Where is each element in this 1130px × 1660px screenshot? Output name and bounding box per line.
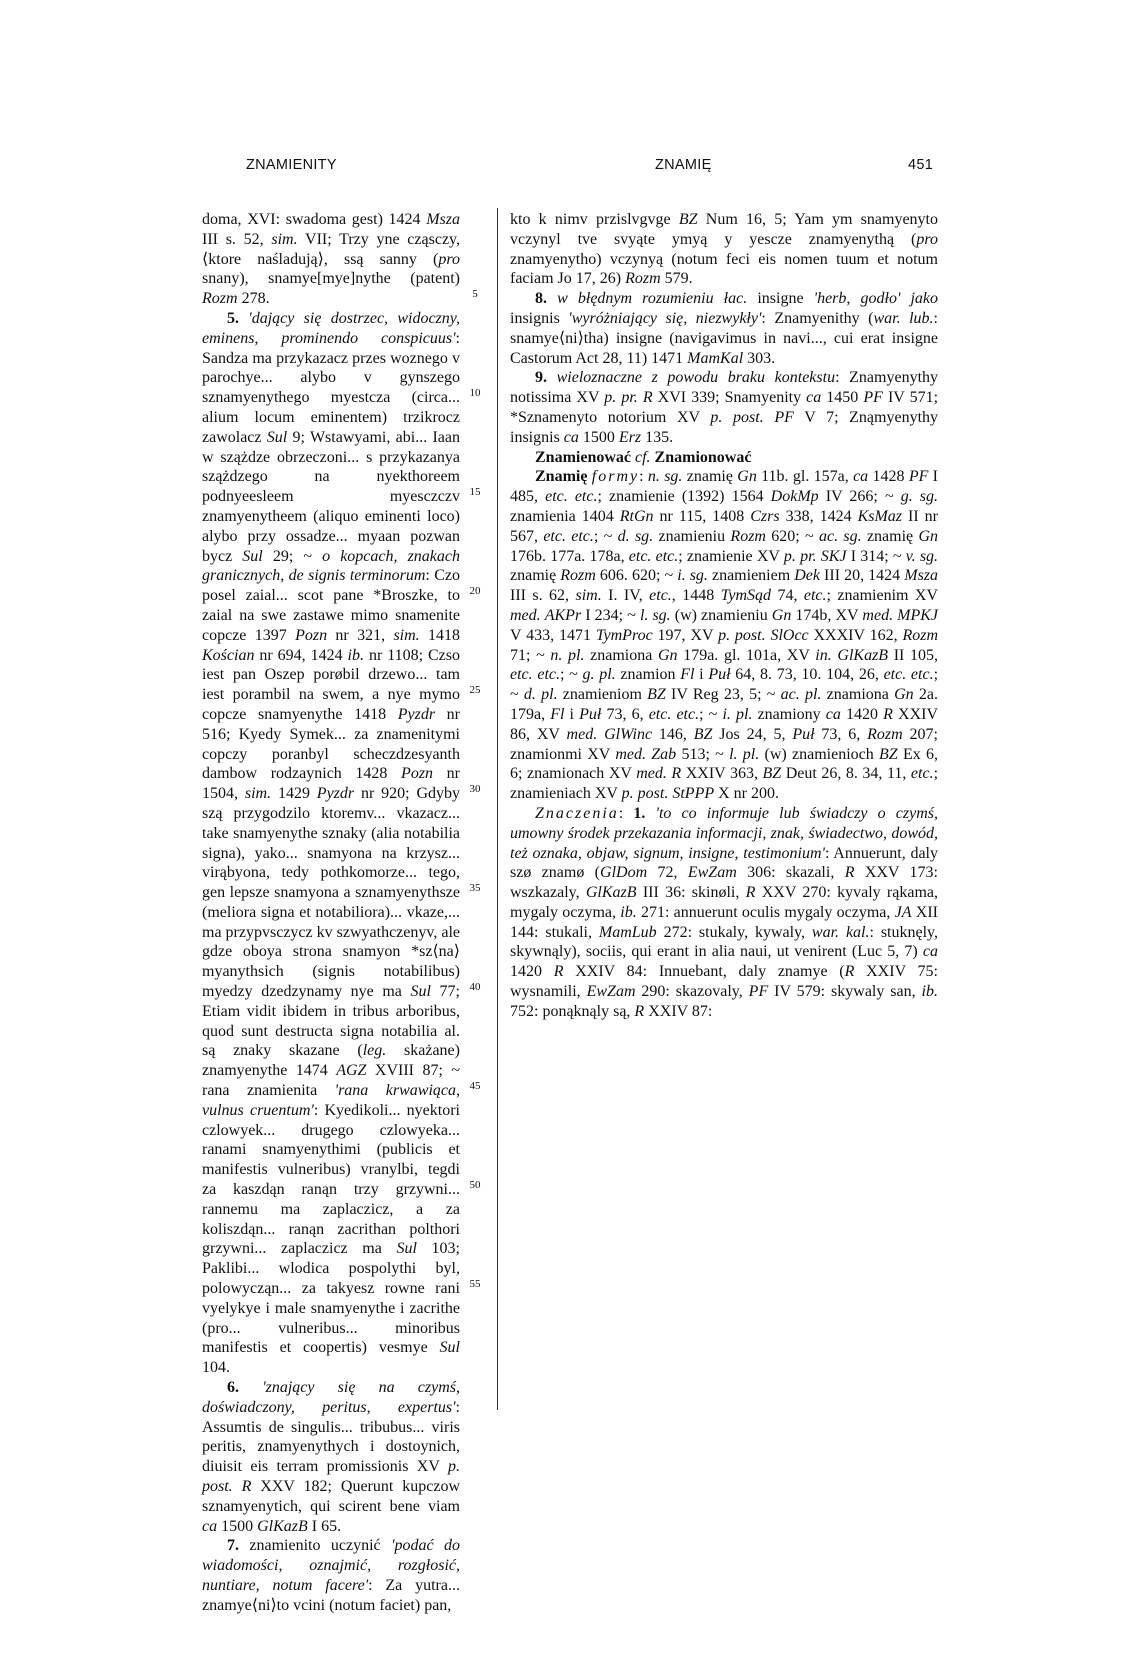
entry-znamie-forms: Znamię formy: n. sg. znamię Gn 11b. gl. 157a, ca 1428 PF I 485, etc. etc.; znamienie (1392) 1564 DokMp IV 266; ~ g. sg. znamienia 1404 RtGn nr 115, 1408 Czrs 338, 1424 KsMaz II nr 567, etc. etc.; ~ d. sg. znamieniu Rozm 620; ~ ac. sg. znamię Gn 176b. 177a. 178a, etc. etc.; znamienie XV p. pr. SKJ I 314; ~ v. sg. znamię Rozm 606. 620; ~ i. sg. znamieniem Dek III 20, 1424 Msza III s. 62, sim. I. IV, etc., 1448 TymSąd 74, etc.; znamienim XV med. AKPr I 234; ~ l. sg. (w) znamieniu Gn 174b, XV med. MPKJ V 433, 1471 TymProc 197, XV p. post. SlOcc XXXIV 162, Rozm 71; ~ n. pl. znamiona Gn 179a. gl. 101a, XV in. GlKazB II 105, etc. etc.; ~ g. pl. znamion Fl i Puł 64, 8. 73, 10. 104, 26, etc. etc.; ~ d. pl. znamieniom BZ IV Reg 23, 5; ~ ac. pl. znamiona Gn 2a. 179a, Fl i Puł 73, 6, etc. etc.; ~ i. pl. znamiony ca 1420 R XXIV 86, XV med. GlWinc 146, BZ Jos 24, 5, Puł 73, 6, Rozm 207; znamionmi XV med. Zab 513; ~ l. pl. (w) znamienioch BZ Ex 6, 6; znamionach XV med. R XXIV 363, BZ Deut 26, 8. 34, 11, etc.; znamieniach XV p. post. StPPP X nr 200. [510,468,939,803]
page-number: 451 [908,157,934,173]
line-number: 30 [469,783,481,795]
line-number: 20 [469,585,481,597]
right-para-sense-8: 8. w błędnym rozumieniu łac. insigne 'herb, godło' jako insignis 'wyróżniający się, niezwykły': Znamyenithy (war. lub.: snamye⟨ni⟩tha) insigne (navigavimus in navi..., cui erat insigne Castorum Act 28, 11) 1471 MamKal 303. [510,290,939,367]
line-number: 10 [469,387,481,399]
header-left-headword: ZNAMIENITY [246,157,337,173]
line-number: 40 [469,981,481,993]
line-number: 15 [469,486,481,498]
line-number: 35 [469,882,481,894]
header-right-headword: ZNAMIĘ [655,157,712,173]
left-para-sense-5: 5. 'dający się dostrzec, widoczny, eminens, prominendo conspicuus': Sandza ma przykazacz przes woznego v parochye... alybo v gynszego sznamyenythego myestcza (circa... alium locum eminentem) trzikrocz zawolacz Sul 9; Wstawyami, abi... Iaan w szążdze obrzeczoni... s przykazanya szążdzego na nyekthoreem podnyeesleem myesczczv znamyenytheem (aliquo eminenti loco) alybo przy ossadze... myaan pozwan bycz Sul 29; ~ o kopcach, znakach granicznych, de signis terminorum: Czo posel zaial... scot pane *Broszke, to zaial na swe zastawe mimo snamenite copcze 1397 Pozn nr 321, sim. 1418 Kościan nr 694, 1424 ib. nr 1108; Czso iest pan Oszep porøbil drzewo... tam iest porambil na swem, a nye mymo copcze snamyenythe 1418 Pyzdr nr 516; Kyedy Symek... za znamenitymi copczy poranbyl scheczdzesyanth dambow rodzaynich 1428 Pozn nr 1504, sim. 1429 Pyzdr nr 920; Gdyby szą przygodzilo ktoremv... vkazacz... take snamyenythe sznaky (alia notabilia signa), yako... snamyona na krzysz... virąbyona, tedy pothkomorze... tego, gen lepsze snamyona a sznamyenythsze (meliora signa et notabiliora)... vkaze,... ma przypvsczycz kv szwyathczenyv, ale gdze oboya strona snamyon *sz⟨na⟩myanythsich (signis notabilibus) myedzy dzedzynamy nye ma Sul 77; Etiam vidit ibidem in tribus arboribus, quod sunt destructa signa notabilia al. są znaky skazane (leg. skażane) znamyenythe 1474 AGZ XVIII 87; ~ rana znamienita 'rana krwawiąca, vulnus cruentum': Kyedikoli... nyektori czlowyek... drugego czlowyeka... ranami snamyenythimi (publicis et manifestis vulneribus) vranylbi, tegdi za kaszdąn ranąn trzy grzywni... rannemu ma zaplaczicz, a za koliszdąn... ranąn zacrithan polthori grzywni... zaplaczicz ma Sul 103; Paklibi... wlodica pospolythi byl, polowycząn... za takyesz rowne rani vyelykye i male snamyenythe i zacrithe (pro... vulneribus... minoribus manifestis et coopertis) vesmye Sul 104. [202,309,461,1377]
left-para-sense-7: 7. znamienito uczynić 'podać do wiadomości, oznajmić, rozgłosić, nuntiare, notum facere': Za yutra... znamye⟨ni⟩to vcini (notum faciet) pan, [202,1537,460,1614]
line-number: 45 [469,1080,481,1092]
entry-znamie-meanings: Znaczenia: 1. 'to co informuje lub świadczy o czymś, umowny środek przekazania informacji, znak, świadectwo, dowód, też oznaka, objaw, signum, insigne, testimonium': Annuerunt, daly szø znamø (GlDom 72, EwZam 306: skazali, R XXV 173: wszkazaly, GlKazB III 36: skinøli, R XXV 270: kyvaly rąkama, mygaly oczyma, ib. 271: annuerunt oculis mygaly oczyma, JA XII 144: stukali, MamLub 272: stukaly, kywaly, war. kal.: stuknęly, skywnąly), sociis, qui erant in alia naui, ut venirent (Luc 5, 7) ca 1420 R XXIV 84: Innuebant, daly znamye (R XXIV 75: wysnamili, EwZam 290: skazovaly, PF IV 579: skywaly san, ib. 752: ponąknąly są, R XXIV 87: [510,804,939,1020]
entry-znamienowac: Znamienować cf. Znamionować [535,448,752,466]
line-number: 50 [469,1179,481,1191]
line-number: 5 [472,288,478,300]
left-para-sense-6: 6. 'znający się na czymś, doświadczony, peritus, expertus': Assumtis de singulis... tribubus... viris peritis, znamyenythych i dostoynich, diuisit eis terram promissionis XV p. post. R XXV 182; Querunt kupczow sznamyenytich, qui scirent bene viam ca 1500 GlKazB I 65. [202,1379,461,1535]
right-para-sense-9: 9. wieloznaczne z powodu braku kontekstu: Znamyenythy notissima XV p. pr. R XVI 339; Snamyenity ca 1450 PF IV 571; *Sznamenyto notorium XV p. post. PF V 7; Znąmyenythy insignis ca 1500 Erz 135. [510,369,939,446]
left-para-1: doma, XVI: swadoma gest) 1424 Msza III s. 52, sim. VII; Trzy yne cząsczy, ⟨ktore naśladują⟩, ssą sanny (pro snany), snamye[mye]nythe (patent) Rozm 278. [202,211,460,308]
right-para-1: kto k nimv przislvgvge BZ Num 16, 5; Yam ym snamyenyto vczynyl tve svyąte ymyą y yescze znamyenythą (pro znamyenytho) vczynyą (notum feci eis nomen tuum et notum faciam Jo 17, 26) Rozm 579. [510,211,938,288]
line-number: 55 [469,1278,481,1290]
left-column [202,210,460,1616]
line-number: 25 [469,684,481,696]
column-divider [497,208,498,1410]
right-column [510,210,938,1022]
running-header [0,157,1130,181]
